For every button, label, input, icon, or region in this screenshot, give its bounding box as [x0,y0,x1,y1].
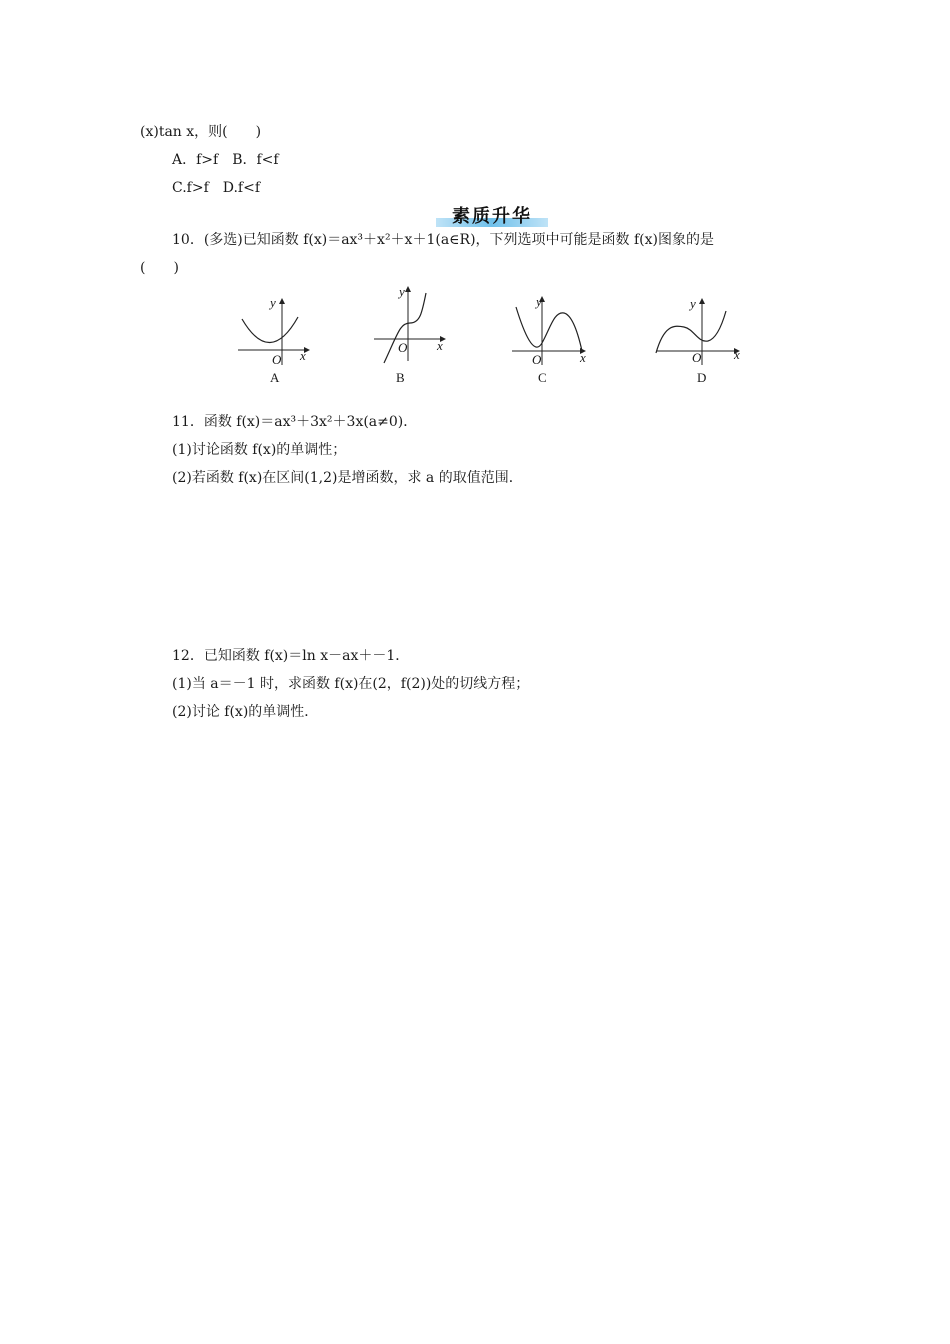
q9-tail: (x)tan x，则( ) [140,124,262,140]
graph-c-label: C [538,370,547,385]
q10-stem: 10．(多选)已知函数 f(x)＝ax³＋x²＋x＋1(a∈R)，下列选项中可能是函数 f(x)图象的是 [172,232,714,248]
q11-part1: (1)讨论函数 f(x)的单调性； [172,442,347,458]
q9-options-cd: C.f>f D.f<f [172,180,261,196]
q12-stem: 12．已知函数 f(x)＝ln x－ax＋－1． [172,648,410,664]
graph-a-y: y [270,295,276,310]
graph-a-x: x [300,348,306,363]
q12-part1: (1)当 a＝－1 时，求函数 f(x)在(2，f(2))处的切线方程； [172,676,530,692]
graph-b [368,283,452,367]
graph-d-label: D [697,370,707,385]
q11-stem: 11．函数 f(x)＝ax³＋3x²＋3x(a≠0)． [172,414,418,430]
section-title: 素质升华 [452,206,532,227]
graph-c-y: y [536,294,542,309]
graph-c-x: x [580,350,586,365]
graph-a-label: A [270,370,280,385]
graph-d-o: O [692,350,702,365]
graph-b-o: O [398,340,408,355]
graph-b-x: x [437,338,443,353]
graph-d-x: x [734,347,740,362]
q9-options-ab: A．f>f B．f<f [172,152,279,168]
section-banner [436,206,548,228]
graph-a-o: O [272,352,282,367]
graph-c-o: O [532,352,542,367]
graph-b-y: y [399,284,405,299]
q11-part2: (2)若函数 f(x)在区间(1,2)是增函数，求 a 的取值范围． [172,470,523,486]
graph-d-y: y [690,296,696,311]
q10-answer-blank: ( ) [140,260,179,276]
graph-b-label: B [396,370,405,385]
q12-part2: (2)讨论 f(x)的单调性． [172,704,319,720]
